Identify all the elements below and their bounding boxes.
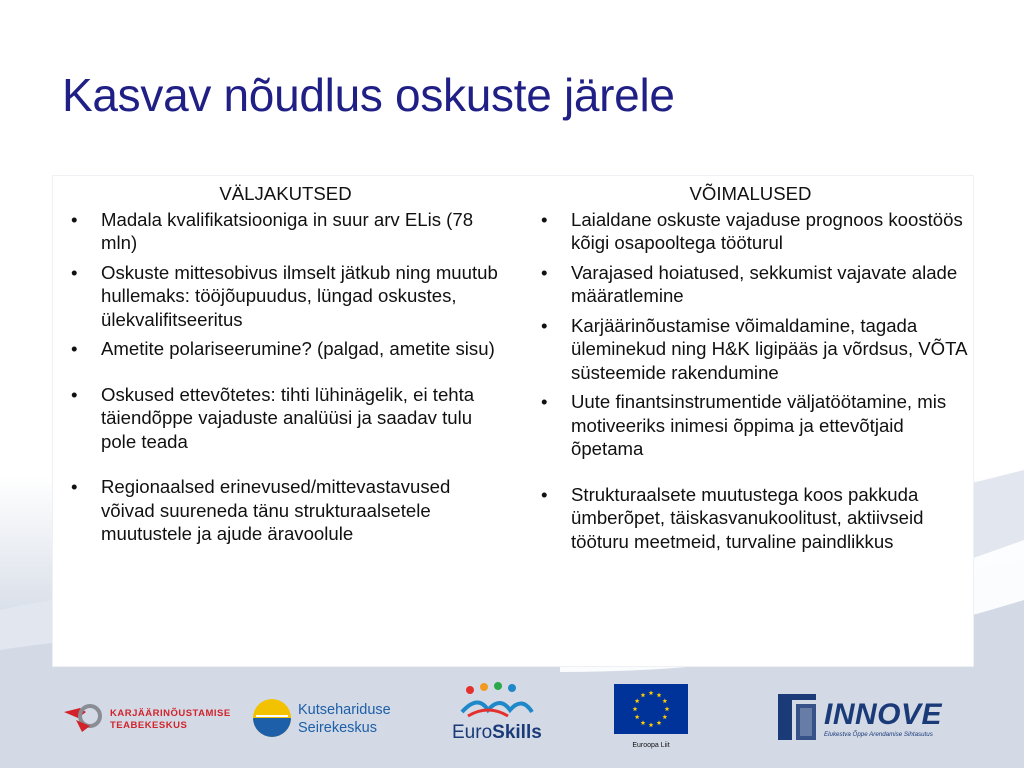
bullet-glyph: • xyxy=(541,261,548,283)
content-box xyxy=(52,175,974,667)
list-item-text: Regionaalsed erinevused/mittevastavused võivad suureneda tänu strukturaalsetele muutustele ja ajude äravoolule xyxy=(101,476,451,544)
karjaar-text-2: TEABEKESKUS xyxy=(110,720,188,731)
eu-logo xyxy=(614,684,688,749)
figure-icon xyxy=(508,684,516,692)
list-item xyxy=(533,390,968,461)
figure-icon xyxy=(466,686,474,694)
karjaarinoustamise-teabekeskus-logo xyxy=(60,698,240,738)
list-item-text: Ametite polariseerumine? (palgad, ametite sisu) xyxy=(101,338,495,359)
kutse-horizon xyxy=(253,718,291,737)
list-item-text: Madala kvalifikatsiooniga in suur arv ELis (78 mln) xyxy=(101,208,474,253)
list-item-text: Karjäärinõustamise võimaldamine, tagada üleminekud ning H&K ligipääs ja võrdsus, VÕTA süsteemide rakendumine xyxy=(571,314,967,383)
list-item xyxy=(63,475,508,546)
bullet-glyph: • xyxy=(71,338,78,359)
list-item xyxy=(63,261,508,332)
list-item-text: Strukturaalsete muutustega koos pakkuda ümberõpet, täiskasvanukoolitust, aktiivseid tööturu meetmeid, turvaline paindlikkus xyxy=(571,483,924,552)
bullet-glyph: • xyxy=(71,383,78,405)
eu-flag-icon xyxy=(614,684,688,734)
list-item xyxy=(63,383,508,454)
bullet-glyph: • xyxy=(541,391,548,412)
challenges-list xyxy=(63,208,508,546)
bullet-glyph: • xyxy=(71,261,78,283)
challenges-column xyxy=(63,182,508,552)
opportunities-heading: VÕIMALUSED xyxy=(689,183,812,204)
bullet-glyph: • xyxy=(71,208,78,230)
euroskills-wordmark xyxy=(452,722,542,743)
innove-wordmark: INNOVE xyxy=(824,698,943,731)
innove-mark-3 xyxy=(800,708,812,736)
innove-subtitle: Elukestva Õppe Arendamise Sihtasutus xyxy=(824,731,933,738)
list-item-text: Oskuste mittesobivus ilmselt jätkub ning muutub hullemaks: tööjõupuudus, lüngad oskustes, ülekvalifitseeritus xyxy=(101,261,498,330)
bullet-glyph: • xyxy=(71,476,78,497)
slide-title: Kasvav nõudlus oskuste järele xyxy=(62,69,675,121)
bullet-glyph: • xyxy=(541,314,548,336)
kutse-text-2: Seirekeskus xyxy=(298,720,377,736)
kutsehariduse-seirekeskus-logo xyxy=(250,692,410,742)
bullet-glyph: • xyxy=(541,483,548,505)
euroskills-euro: Euro xyxy=(452,722,493,743)
opportunities-list xyxy=(533,208,968,554)
logo-strip xyxy=(0,672,1024,768)
list-item-text: Uute finantsinstrumentide väljatöötamine, mis motiveeriks inimesi õppima ja ettevõtjaid õpetama xyxy=(571,391,947,459)
list-item xyxy=(533,208,968,255)
list-item xyxy=(533,314,968,385)
kutse-text-1: Kutsehariduse xyxy=(298,702,391,718)
karjaar-text-1: KARJÄÄRINÕUSTAMISE xyxy=(110,708,231,719)
innove-logo xyxy=(776,690,976,746)
eu-caption: Euroopa Liit xyxy=(632,742,670,749)
bullet-glyph: • xyxy=(541,208,548,230)
list-item-text: Oskused ettevõtetes: tihti lühinägelik, ei tehta täiendõppe vajaduste analüüsi ja saadav tulu pole teada xyxy=(101,383,475,452)
figure-icon xyxy=(494,682,502,690)
list-item xyxy=(63,337,508,361)
opportunities-column xyxy=(533,182,968,559)
list-item xyxy=(533,483,968,554)
list-item xyxy=(533,261,968,308)
list-item-text: Varajased hoiatused, sekkumist vajavate alade määratlemine xyxy=(571,261,958,306)
challenges-heading: VÄLJAKUTSED xyxy=(219,183,352,204)
figure-icon xyxy=(480,683,488,691)
euroskills-logo xyxy=(448,682,554,744)
list-item-text: Laialdane oskuste vajaduse prognoos koostöös kõigi osapooltega tööturul xyxy=(571,208,963,253)
list-item xyxy=(63,208,508,255)
euroskills-skills: Skills xyxy=(492,722,542,743)
